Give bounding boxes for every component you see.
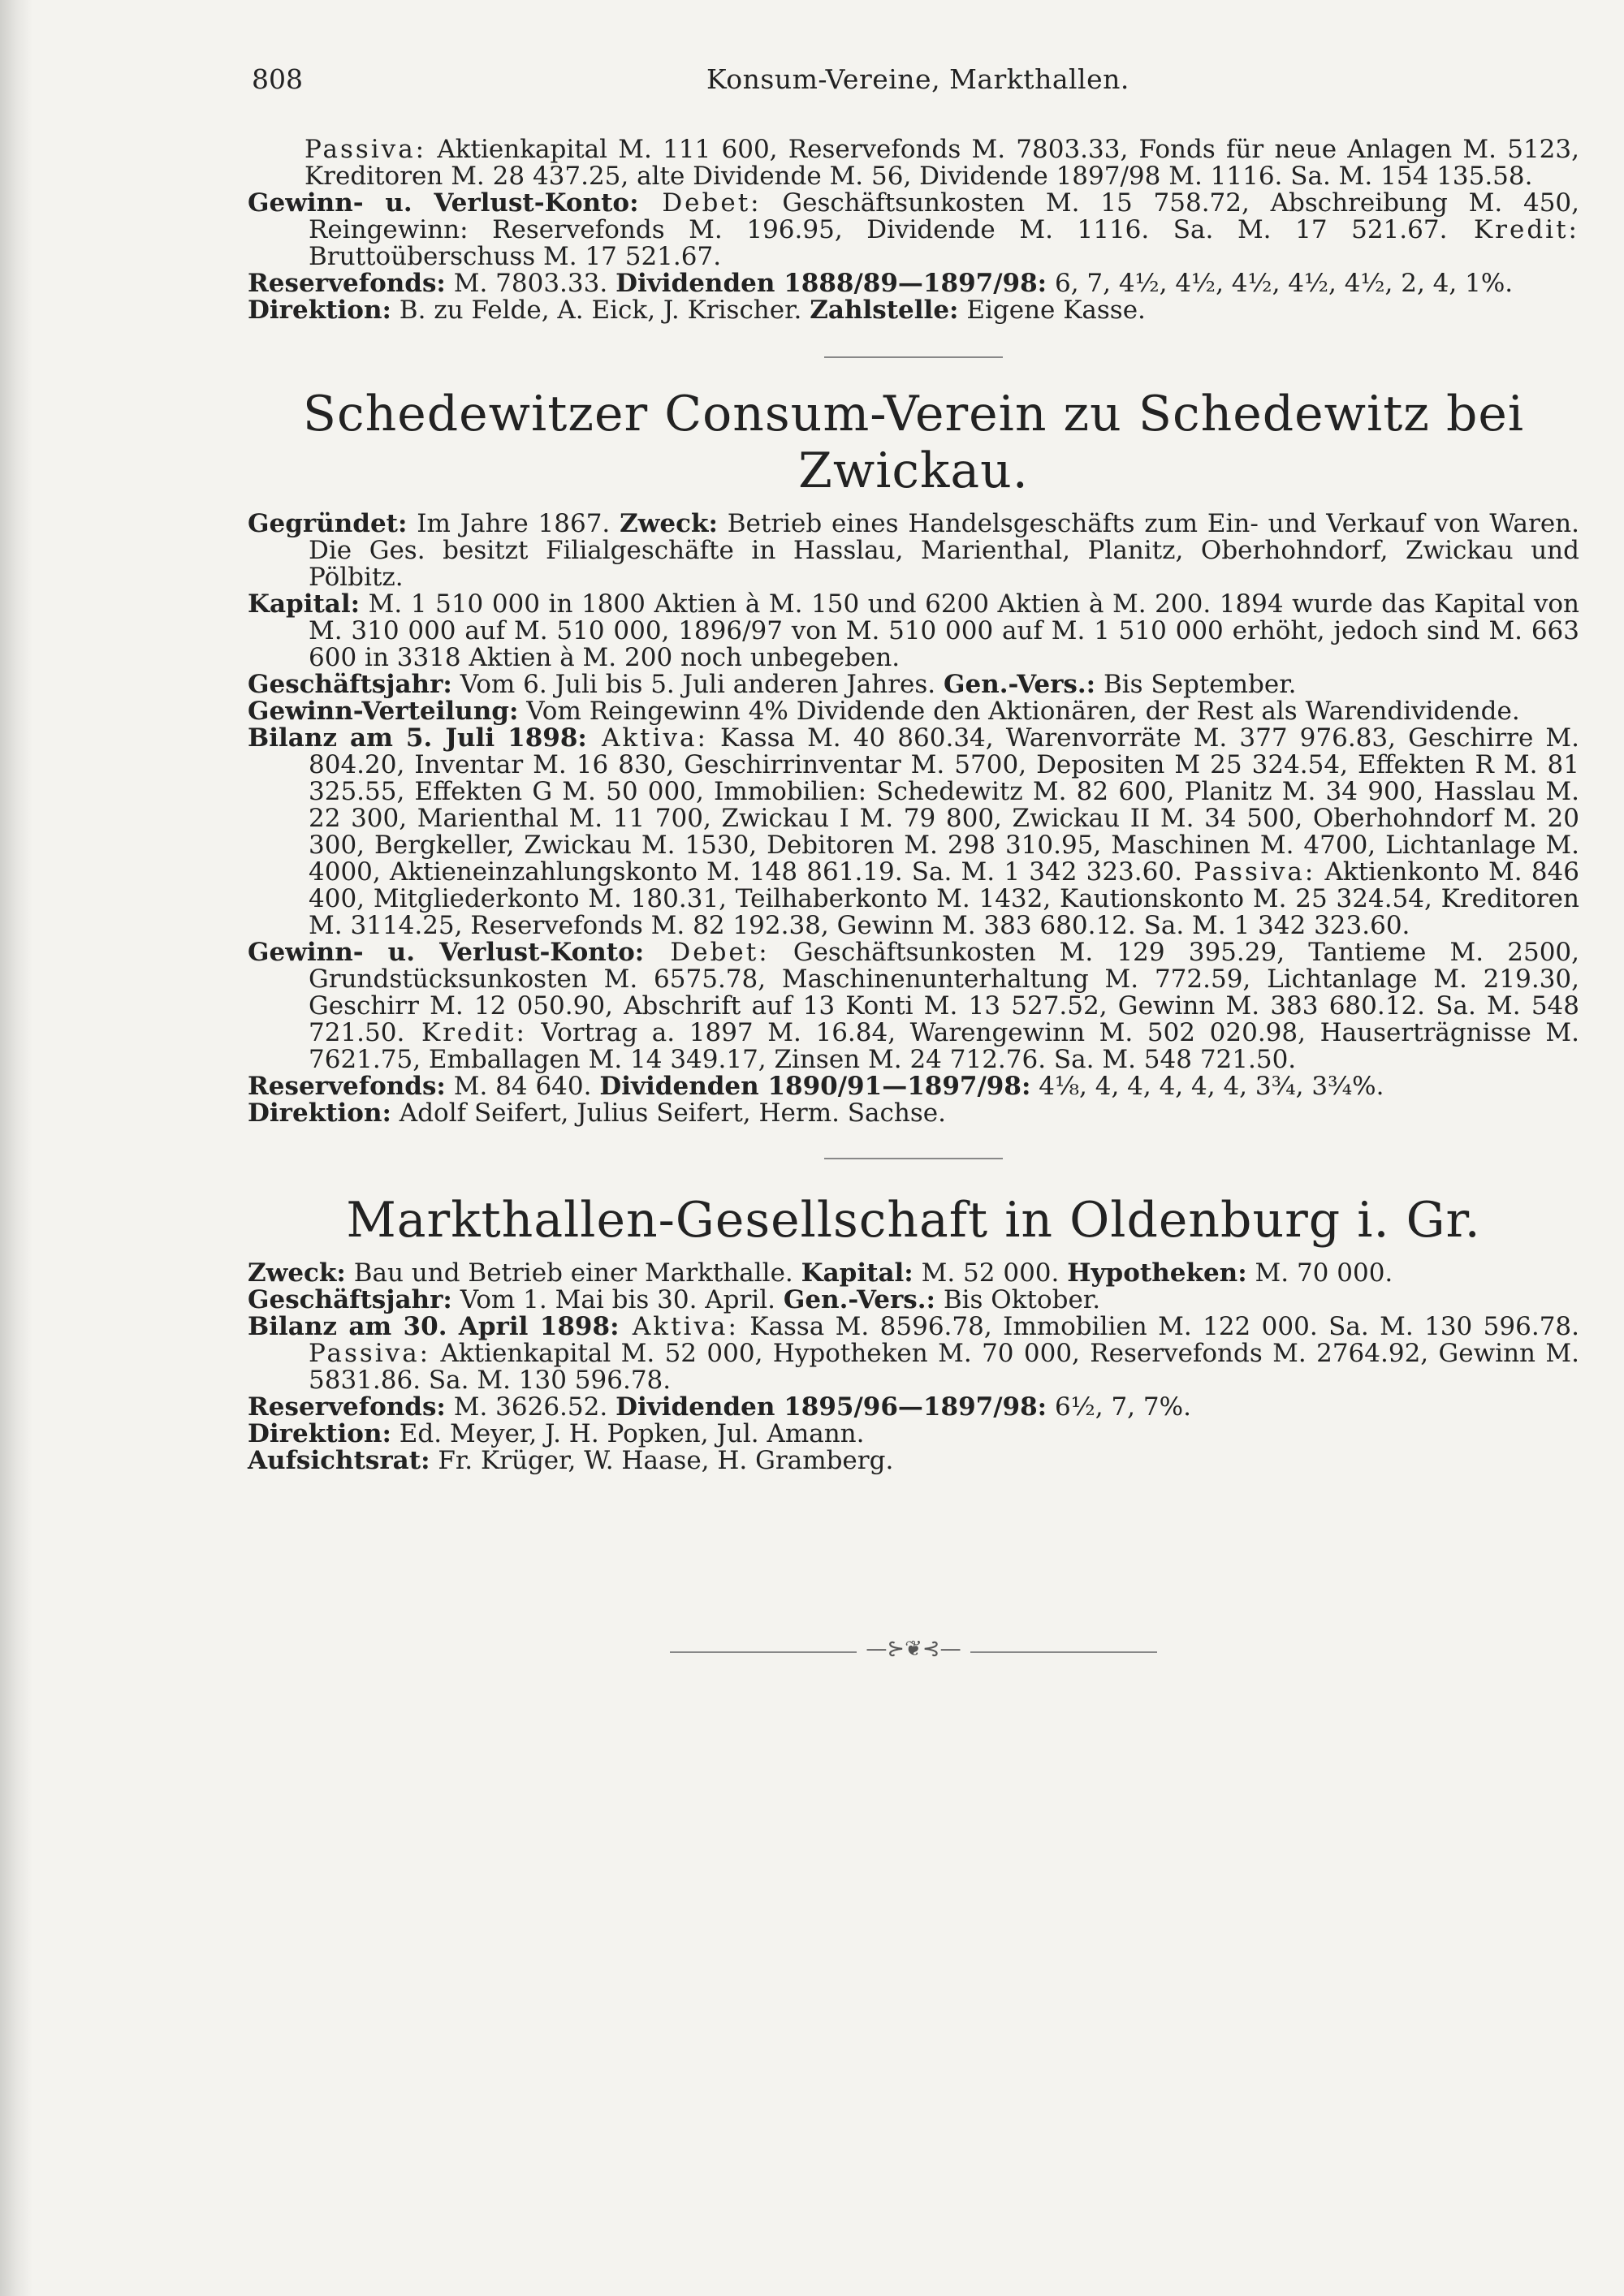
zweck-text: Betrieb eines Handelsgeschäfts zum Ein- und Verkauf von Waren. Die Ges. besitzt Filialgeschäfte in Hasslau, Marienthal, Planitz, Oberhohndorf, Zwickau und Pölbitz. bbox=[309, 509, 1580, 592]
gen-vers-text: Bis September. bbox=[1095, 670, 1297, 699]
aktiva-text: Kassa M. 8596.78, Immobilien M. 122 000. Sa. M. 130 596.78. bbox=[738, 1312, 1579, 1341]
geschaeftsjahr-label: Geschäftsjahr: bbox=[248, 1285, 452, 1314]
reservefonds-text: M. 3626.52. bbox=[445, 1392, 616, 1422]
gegruendet-text: Im Jahre 1867. bbox=[407, 509, 620, 538]
dividenden-text: 6, 7, 4½, 4½, 4½, 4½, 4½, 2, 4, 1%. bbox=[1047, 269, 1514, 298]
kapital-label: Kapital: bbox=[248, 589, 361, 619]
gv-debet-label: Debet: bbox=[638, 188, 762, 218]
dividenden-label: Dividenden 1895/96—1897/98: bbox=[615, 1392, 1047, 1422]
kapital-label: Kapital: bbox=[801, 1258, 914, 1288]
direktion-label: Direktion: bbox=[248, 1419, 391, 1448]
aufsichtsrat-label: Aufsichtsrat: bbox=[248, 1446, 430, 1475]
zahlstelle-label: Zahlstelle: bbox=[810, 296, 959, 325]
gv-kredit-text: Bruttoüberschuss M. 17 521.67. bbox=[309, 242, 722, 271]
gen-vers-label: Gen.-Vers.: bbox=[944, 670, 1096, 699]
ornament-rule-right bbox=[970, 1651, 1157, 1653]
direktion-label: Direktion: bbox=[248, 296, 391, 325]
bilanz-label: Bilanz am 5. Juli 1898: bbox=[248, 723, 587, 753]
running-title: Konsum-Vereine, Markthallen. bbox=[706, 63, 1129, 95]
geschaeftsjahr-text: Vom 1. Mai bis 30. April. bbox=[451, 1285, 784, 1314]
gen-vers-text: Bis Oktober. bbox=[935, 1285, 1101, 1314]
dividenden-label: Dividenden 1890/91—1897/98: bbox=[599, 1072, 1031, 1101]
hypotheken-label: Hypotheken: bbox=[1067, 1258, 1247, 1288]
gewinn-verteilung-label: Gewinn-Verteilung: bbox=[248, 697, 519, 726]
gv-debet-label: Debet: bbox=[644, 938, 770, 967]
direktion-label: Direktion: bbox=[248, 1098, 391, 1128]
gen-vers-label: Gen.-Vers.: bbox=[783, 1285, 935, 1314]
dividenden-text: 4⅛, 4, 4, 4, 4, 4, 3¾, 3¾%. bbox=[1030, 1072, 1384, 1101]
gv-kredit-label: Kredit: bbox=[1447, 215, 1580, 244]
entry-oldenburg bbox=[248, 1260, 1579, 1474]
section-divider bbox=[824, 356, 1003, 358]
passiva-text: Aktienkapital M. 52 000, Hypotheken M. 70 000, Reservefonds M. 2764.92, Gewinn M. 5831.86. Sa. M. 130 596.78. bbox=[309, 1339, 1579, 1395]
hypotheken-text: M. 70 000. bbox=[1246, 1258, 1393, 1288]
gv-debet-text: Geschäftsunkosten M. 15 758.72, Abschreibung M. 450, Reingewinn: Reservefonds M. 196.95, Dividende M. 1116. Sa. M. 17 521.67. bbox=[309, 188, 1580, 244]
reservefonds-text: M. 7803.33. bbox=[445, 269, 616, 298]
aktiva-label: Aktiva: bbox=[586, 723, 708, 753]
entry-continuation bbox=[248, 136, 1579, 324]
direktion-text: Ed. Meyer, J. H. Popken, Jul. Amann. bbox=[391, 1419, 865, 1448]
end-ornament bbox=[248, 1637, 1579, 1669]
entry-schedewitz bbox=[248, 511, 1579, 1127]
reservefonds-label: Reservefonds: bbox=[248, 1392, 446, 1422]
passiva-label: Passiva: bbox=[1181, 857, 1316, 887]
zweck-label: Zweck: bbox=[620, 509, 718, 538]
gegruendet-label: Gegründet: bbox=[248, 509, 408, 538]
page-number: 808 bbox=[252, 63, 303, 95]
section-title-schedewitz: Schedewitzer Consum-Verein zu Schedewitz bei Zwickau. bbox=[302, 386, 1525, 499]
section-title-oldenburg: Markthallen-Gesellschaft in Oldenburg i. Gr. bbox=[346, 1192, 1481, 1249]
gv-debet-text: Geschäftsunkosten M. 129 395.29, Tantieme M. 2500, Grundstücksunkosten M. 6575.78, Maschinenunterhaltung M. 772.59, Lichtanlage M. 219.30, Geschirr M. 12 050.90, Abschrift auf 13 Konti M. 13 527.52, Gewinn M. 383 680.12. Sa. M. 548 721.50. bbox=[309, 938, 1579, 1047]
zahlstelle-text: Eigene Kasse. bbox=[958, 296, 1146, 325]
aktiva-label: Aktiva: bbox=[619, 1312, 739, 1341]
geschaeftsjahr-label: Geschäftsjahr: bbox=[248, 670, 452, 699]
ornament-rule-left bbox=[670, 1651, 857, 1653]
flourish-icon: —⊱❦⊰— bbox=[866, 1637, 961, 1661]
reservefonds-label: Reservefonds: bbox=[248, 269, 446, 298]
scan-binding-edge bbox=[0, 0, 32, 2296]
section-divider bbox=[824, 1158, 1003, 1159]
reservefonds-text: M. 84 640. bbox=[445, 1072, 600, 1101]
geschaeftsjahr-text: Vom 6. Juli bis 5. Juli anderen Jahres. bbox=[451, 670, 944, 699]
kapital-text: M. 52 000. bbox=[913, 1258, 1068, 1288]
passiva-label: Passiva: bbox=[304, 135, 427, 164]
passiva-text: Aktienkapital M. 111 600, Reservefonds M. 7803.33, Fonds für neue Anlagen M. 5123, Kreditoren M. 28 437.25, alte Dividende M. 56, Dividende 1897/98 M. 1116. Sa. M. 154 135.58. bbox=[304, 135, 1579, 191]
aufsichtsrat-text: Fr. Krüger, W. Haase, H. Gramberg. bbox=[430, 1446, 894, 1475]
book-page bbox=[248, 57, 1579, 1669]
reservefonds-label: Reservefonds: bbox=[248, 1072, 446, 1101]
page-header bbox=[248, 57, 1579, 106]
zweck-label: Zweck: bbox=[248, 1258, 346, 1288]
kapital-text: M. 1 510 000 in 1800 Aktien à M. 150 und 6200 Aktien à M. 200. 1894 wurde das Kapital von M. 310 000 auf M. 510 000, 1896/97 von M. 510 000 auf M. 1 510 000 erhöht, jedoch sind M. 663 600 in 3318 Aktien à M. 200 noch unbegeben. bbox=[309, 589, 1579, 672]
passiva-label: Passiva: bbox=[309, 1339, 431, 1368]
direktion-text: Adolf Seifert, Julius Seifert, Herm. Sachse. bbox=[391, 1098, 946, 1128]
dividenden-label: Dividenden 1888/89—1897/98: bbox=[615, 269, 1047, 298]
gv-label: Gewinn- u. Verlust-Konto: bbox=[248, 188, 639, 218]
gewinn-verteilung-text: Vom Reingewinn 4% Dividende den Aktionären, der Rest als Warendividende. bbox=[518, 697, 1520, 726]
dividenden-text: 6½, 7, 7%. bbox=[1047, 1392, 1191, 1422]
zweck-text: Bau und Betrieb einer Markthalle. bbox=[345, 1258, 801, 1288]
gv-kredit-label: Kredit: bbox=[404, 1018, 527, 1047]
aktiva-text: Kassa M. 40 860.34, Warenvorräte M. 377 976.83, Geschirre M. 804.20, Inventar M. 16 830, Geschirrinventar M. 5700, Depositen M 25 324.54, Effekten R M. 81 325.55, Effekten G M. 50 000, Immobilien: Schedewitz M. 82 600, Planitz M. 34 900, Hasslau M. 22 300, Marienthal M. 11 700, Zwickau I M. 79 800, Zwickau II M. 34 500, Oberhohndorf M. 20 300, Bergkeller, Zwickau M. 1530, Debitoren M. 298 310.95, Maschinen M. 4700, Lichtanlage M. 4000, Aktieneinzahlungskonto M. 148 861.19. Sa. M. 1 342 323.60. bbox=[309, 723, 1579, 887]
gv-kredit-text: Vortrag a. 1897 M. 16.84, Warengewinn M. 502 020.98, Hauserträgnisse M. 7621.75, Emballagen M. 14 349.17, Zinsen M. 24 712.76. Sa. M. 548 721.50. bbox=[309, 1018, 1579, 1074]
gv-label: Gewinn- u. Verlust-Konto: bbox=[248, 938, 645, 967]
direktion-text: B. zu Felde, A. Eick, J. Krischer. bbox=[391, 296, 810, 325]
passiva-text: Aktienkonto M. 846 400, Mitgliederkonto M. 180.31, Teilhaberkonto M. 1432, Kautionskonto M. 25 324.54, Kreditoren M. 3114.25, Reservefonds M. 82 192.38, Gewinn M. 383 680.12. Sa. M. 1 342 323.60. bbox=[309, 857, 1579, 940]
bilanz-label: Bilanz am 30. April 1898: bbox=[248, 1312, 620, 1341]
